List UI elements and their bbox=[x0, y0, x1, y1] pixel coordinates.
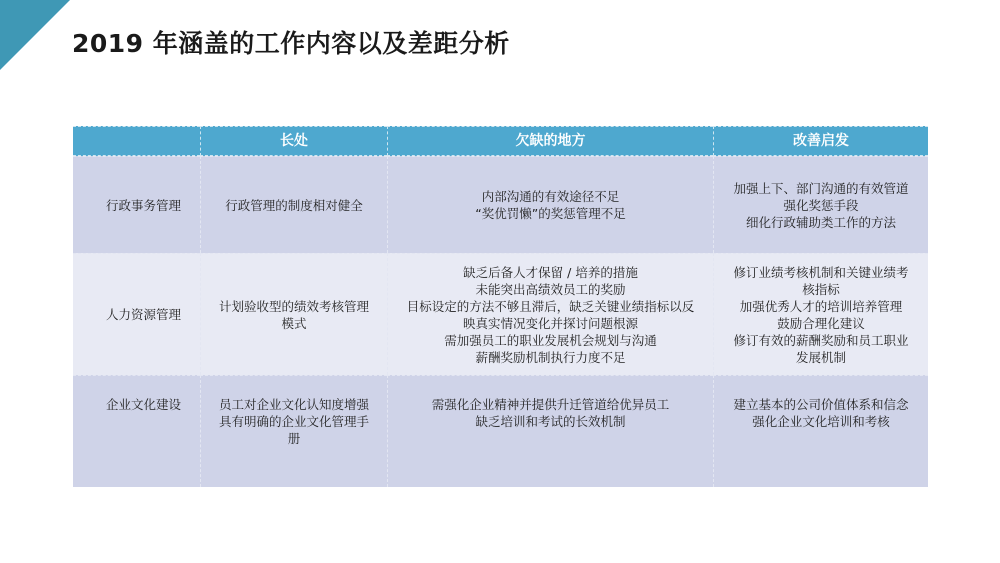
strength-line: 员工对企业文化认知度增强 bbox=[218, 397, 369, 412]
row-strengths bbox=[200, 253, 387, 375]
gap-line: “奖优罚懒”的奖惩管理不足 bbox=[475, 206, 626, 221]
improvement-line: 修订业绩考核机制和关键业绩考 bbox=[733, 264, 909, 280]
improvement-line: 发展机制 bbox=[795, 349, 846, 365]
gap-line: 需加强员工的职业发展机会规划与沟通 bbox=[444, 332, 657, 348]
row-strengths bbox=[200, 156, 387, 253]
gap-line: 需强化企业精神并提供升迁管道给优异员工 bbox=[431, 397, 670, 412]
gap-line: 目标设定的方法不够且滞后，缺乏关键业绩指标以反 bbox=[406, 298, 695, 314]
table-row bbox=[73, 253, 928, 375]
improvement-line: 细化行政辅助类工作的方法 bbox=[745, 214, 896, 230]
table-row bbox=[73, 375, 928, 487]
header-strengths: 长处 bbox=[200, 126, 387, 156]
row-improvements bbox=[713, 375, 928, 487]
row-improvements bbox=[713, 156, 928, 253]
table-row bbox=[73, 156, 928, 253]
header-improvements: 改善启发 bbox=[713, 126, 928, 156]
improvement-line: 强化企业文化培训和考核 bbox=[752, 414, 890, 429]
gap-line: 内部沟通的有效途径不足 bbox=[481, 189, 620, 204]
strength-line: 行政管理的制度相对健全 bbox=[225, 197, 363, 213]
gap-line: 映真实情况变化并探讨问题根源 bbox=[462, 315, 638, 331]
gap-line: 未能突出高绩效员工的奖励 bbox=[475, 281, 626, 297]
row-category: 行政事务管理 bbox=[73, 156, 200, 253]
row-category: 企业文化建设 bbox=[73, 375, 200, 487]
corner-accent bbox=[0, 0, 70, 70]
improvement-line: 强化奖惩手段 bbox=[783, 197, 859, 213]
improvement-line: 建立基本的公司价值体系和信念 bbox=[733, 397, 909, 412]
improvement-line: 加强上下、部门沟通的有效管道 bbox=[733, 180, 909, 196]
header-blank bbox=[73, 126, 200, 156]
gap-analysis-table bbox=[73, 126, 928, 487]
row-strengths bbox=[200, 375, 387, 487]
header-gaps: 欠缺的地方 bbox=[387, 126, 713, 156]
row-improvements bbox=[713, 253, 928, 375]
gap-line: 缺乏后备人才保留 / 培养的措施 bbox=[463, 264, 638, 280]
row-category: 人力资源管理 bbox=[73, 253, 200, 375]
improvement-line: 加强优秀人才的培训培养管理 bbox=[739, 298, 903, 314]
improvement-line: 修订有效的薪酬奖励和员工职业 bbox=[733, 332, 909, 348]
improvement-line: 鼓励合理化建议 bbox=[777, 315, 865, 331]
strength-line: 具有明确的企业文化管理手 bbox=[218, 414, 369, 429]
improvement-line: 核指标 bbox=[802, 281, 840, 297]
strength-line: 模式 bbox=[281, 315, 307, 331]
table-header-row bbox=[73, 126, 928, 156]
row-gaps bbox=[387, 375, 713, 487]
row-gaps bbox=[387, 253, 713, 375]
gap-line: 薪酬奖励机制执行力度不足 bbox=[475, 349, 626, 365]
strength-line: 计划验收型的绩效考核管理 bbox=[218, 298, 369, 314]
gap-line: 缺乏培训和考试的长效机制 bbox=[475, 414, 626, 429]
page-title: 2019 年涵盖的工作内容以及差距分析 bbox=[72, 29, 510, 58]
row-gaps bbox=[387, 156, 713, 253]
strength-line: 册 bbox=[287, 431, 301, 446]
